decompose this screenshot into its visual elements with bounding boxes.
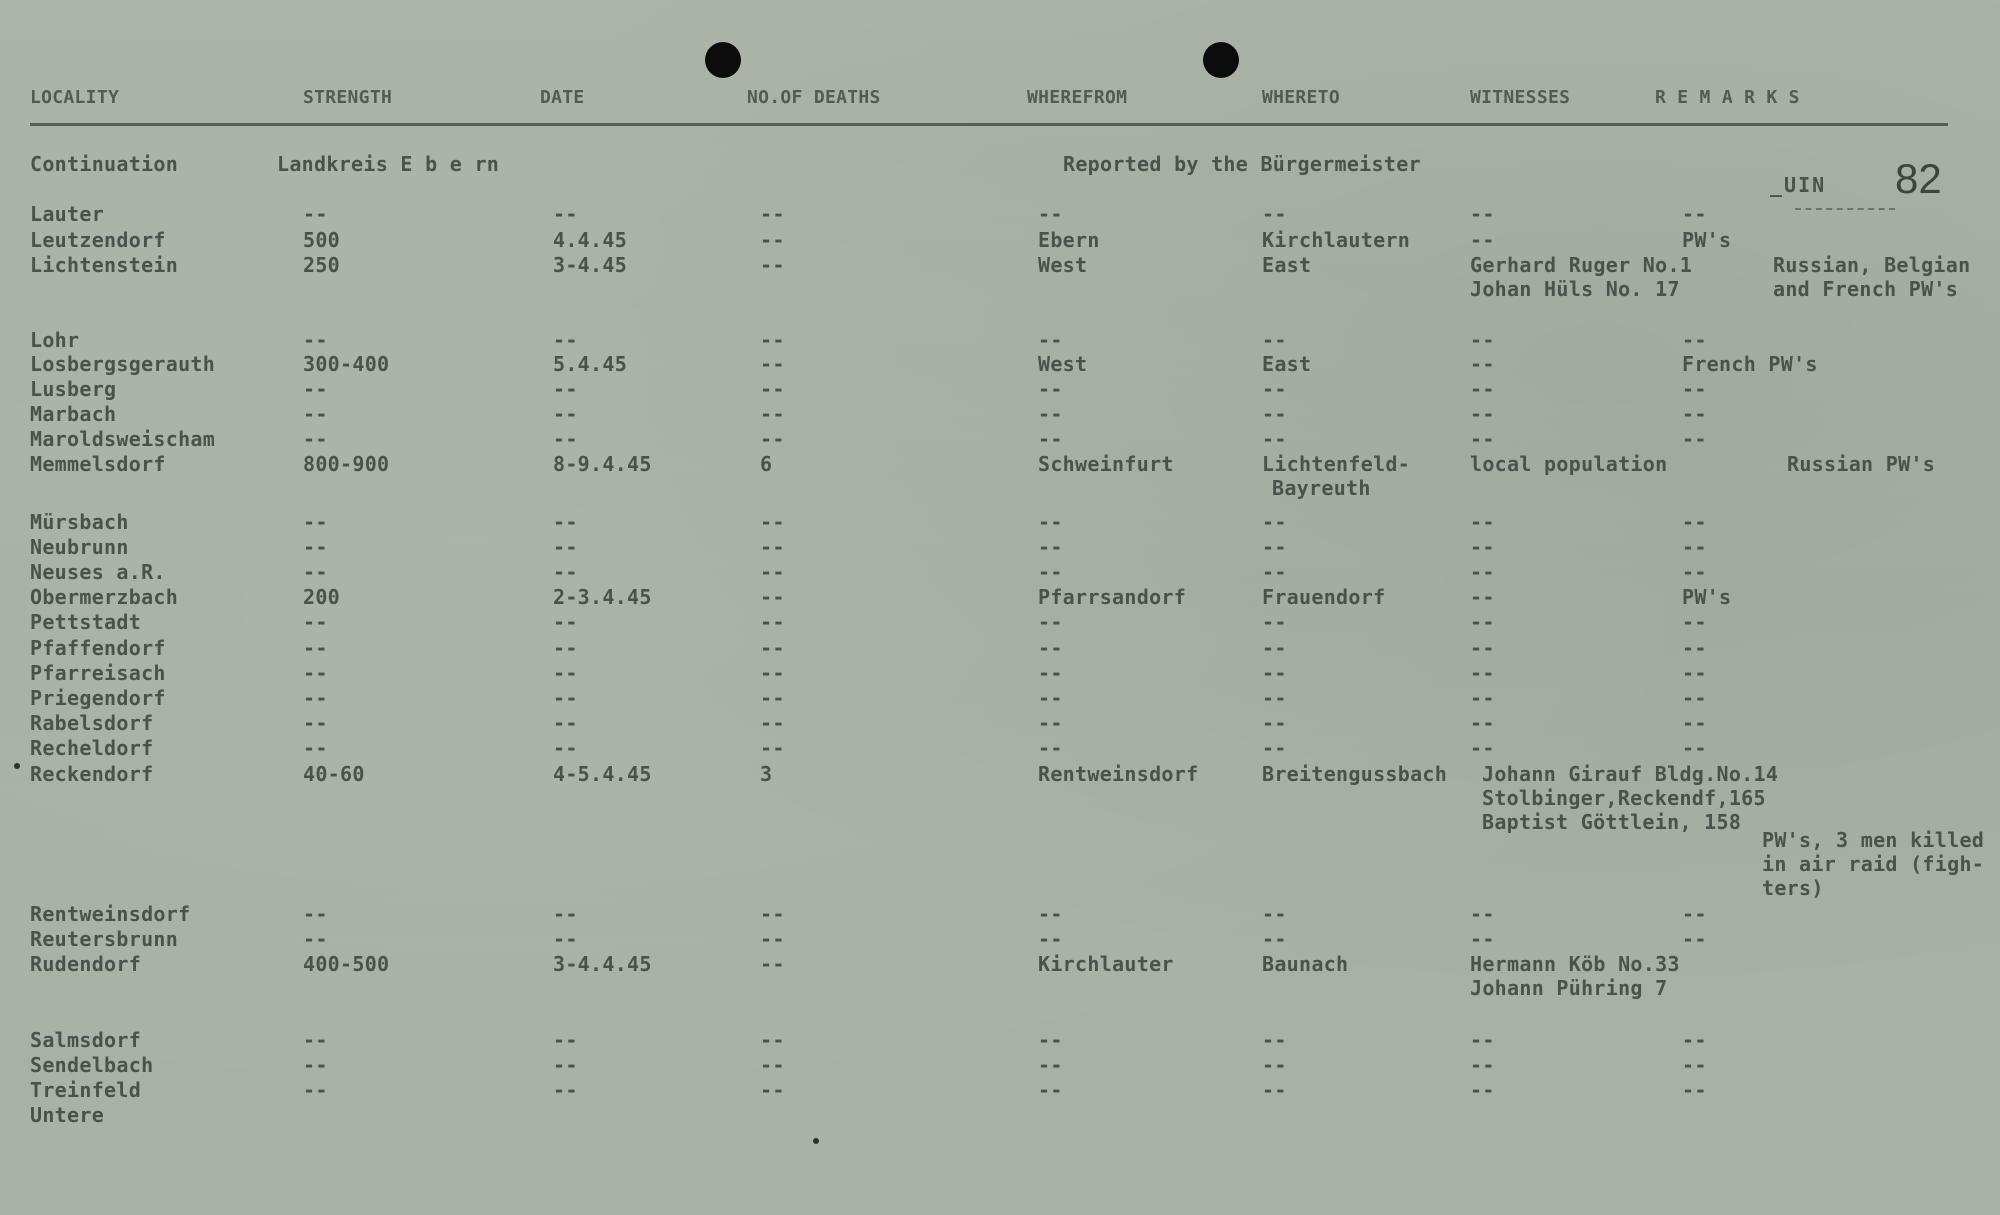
cell-witnesses: -- [1470,328,1495,352]
cell-remarks: -- [1682,711,1707,735]
cell-locality: Reutersbrunn [30,927,179,951]
cell-remarks: -- [1682,1028,1707,1052]
cell-witnesses: -- [1470,352,1495,376]
cell-wherefrom: -- [1038,636,1063,660]
cell-deaths: -- [760,402,785,426]
cell-locality: Neubrunn [30,535,129,559]
cell-strength: -- [303,510,328,534]
cell-remarks: -- [1682,427,1707,451]
cell-witnesses: -- [1470,686,1495,710]
cell-witnesses: -- [1470,902,1495,926]
cell-locality: Obermerzbach [30,585,179,609]
cell-locality: Salmsdorf [30,1028,142,1052]
cell-strength: 300-400 [303,352,390,376]
cell-deaths: -- [760,1053,785,1077]
cell-date: -- [553,202,578,226]
cell-deaths: -- [760,202,785,226]
cell-strength: -- [303,610,328,634]
cell-locality: Pfarreisach [30,661,166,685]
cell-whereto: -- [1262,402,1287,426]
cell-remarks: PW's, 3 men killed [1762,828,1985,852]
column-header-date: DATE [540,87,585,108]
cell-date: -- [553,610,578,634]
cell-whereto: East [1262,352,1312,376]
cell-remarks-cont: in air raid (figh- [1762,852,1985,876]
cell-remarks: -- [1682,560,1707,584]
cell-witnesses: -- [1470,427,1495,451]
cell-strength: -- [303,402,328,426]
cell-remarks: -- [1682,636,1707,660]
cell-wherefrom: -- [1038,510,1063,534]
continuation-label: Continuation [30,152,179,176]
cell-remarks: -- [1682,610,1707,634]
cell-remarks: PW's [1682,228,1732,252]
cell-locality: Rabelsdorf [30,711,154,735]
cell-locality: Untere [30,1103,105,1127]
cell-locality: Memmelsdorf [30,452,166,476]
cell-whereto: -- [1262,636,1287,660]
cell-witnesses: -- [1470,377,1495,401]
cell-whereto: -- [1262,711,1287,735]
cell-date: -- [553,711,578,735]
cell-whereto: -- [1262,510,1287,534]
column-header-strength: STRENGTH [303,87,393,108]
column-header-wherefrom: WHEREFROM [1027,87,1128,108]
header-rule [30,123,1948,126]
cell-date: -- [553,927,578,951]
cell-date: -- [553,1078,578,1102]
cell-strength: -- [303,1053,328,1077]
cell-locality: Sendelbach [30,1053,154,1077]
cell-wherefrom: Schweinfurt [1038,452,1174,476]
cell-wherefrom: -- [1038,686,1063,710]
cell-wherefrom: -- [1038,560,1063,584]
cell-deaths: -- [760,427,785,451]
cell-strength: -- [303,736,328,760]
cell-strength: -- [303,902,328,926]
page-number: 82 [1895,155,1942,202]
cell-date: 2-3.4.45 [553,585,652,609]
cell-deaths: -- [760,711,785,735]
cell-whereto: -- [1262,927,1287,951]
cell-strength: -- [303,636,328,660]
cell-remarks-cont: and French PW's [1773,277,1959,301]
cell-remarks: PW's [1682,585,1732,609]
cell-witnesses: Gerhard Ruger No.1 [1470,253,1693,277]
cell-wherefrom: -- [1038,1078,1063,1102]
cell-remarks: French PW's [1682,352,1818,376]
cell-witnesses: -- [1470,560,1495,584]
cell-remarks: -- [1682,686,1707,710]
punch-hole [1203,42,1239,78]
cell-locality: Maroldsweischam [30,427,216,451]
cell-wherefrom: -- [1038,661,1063,685]
cell-deaths: -- [760,1028,785,1052]
cell-strength: -- [303,661,328,685]
cell-whereto: -- [1262,686,1287,710]
cell-witnesses: -- [1470,535,1495,559]
cell-whereto: Breitengussbach [1262,762,1448,786]
cell-deaths: -- [760,952,785,976]
cell-deaths: -- [760,253,785,277]
cell-remarks: -- [1682,328,1707,352]
cell-locality: Treinfeld [30,1078,142,1102]
cell-locality: Mürsbach [30,510,129,534]
cell-date: 3-4.45 [553,253,628,277]
cell-witnesses: -- [1470,1053,1495,1077]
cell-remarks: Russian, Belgian [1773,253,1971,277]
cell-wherefrom: Ebern [1038,228,1100,252]
cell-witnesses: -- [1470,636,1495,660]
cell-deaths: -- [760,1078,785,1102]
cell-date: -- [553,328,578,352]
cell-witnesses: -- [1470,228,1495,252]
cell-strength: 500 [303,228,341,252]
cell-remarks: -- [1682,377,1707,401]
cell-strength: -- [303,427,328,451]
cell-date: -- [553,402,578,426]
cell-deaths: -- [760,661,785,685]
cell-strength: -- [303,535,328,559]
cell-witnesses: -- [1470,927,1495,951]
cell-date: 8-9.4.45 [553,452,652,476]
cell-witnesses: Johann Girauf Bldg.No.14 [1482,762,1779,786]
cell-wherefrom: -- [1038,328,1063,352]
cell-date: 4.4.45 [553,228,628,252]
cell-witnesses: -- [1470,510,1495,534]
cell-remarks: -- [1682,1053,1707,1077]
cell-date: -- [553,686,578,710]
cell-whereto: -- [1262,427,1287,451]
cell-whereto: -- [1262,560,1287,584]
cell-remarks: -- [1682,902,1707,926]
cell-wherefrom: West [1038,253,1088,277]
cell-date: 5.4.45 [553,352,628,376]
cell-date: -- [553,1053,578,1077]
cell-strength: -- [303,377,328,401]
cell-witnesses: Hermann Köb No.33 [1470,952,1680,976]
cell-wherefrom: Rentweinsdorf [1038,762,1199,786]
column-header-whereto: WHERETO [1262,87,1340,108]
cell-deaths: -- [760,686,785,710]
cell-locality: Losbergsgerauth [30,352,216,376]
cell-date: -- [553,377,578,401]
cell-whereto: -- [1262,1028,1287,1052]
cell-wherefrom: -- [1038,427,1063,451]
cell-witnesses: -- [1470,585,1495,609]
cell-locality: Rudendorf [30,952,142,976]
cell-deaths: -- [760,328,785,352]
cell-locality: Pfaffendorf [30,636,166,660]
cell-wherefrom: Pfarrsandorf [1038,585,1187,609]
cell-witnesses: -- [1470,1078,1495,1102]
cell-wherefrom: Kirchlauter [1038,952,1174,976]
cell-deaths: -- [760,585,785,609]
cell-strength: 800-900 [303,452,390,476]
cell-whereto-cont: Bayreuth [1272,476,1371,500]
cell-locality: Recheldorf [30,736,154,760]
cell-strength: -- [303,1028,328,1052]
cell-strength: 250 [303,253,341,277]
cell-locality: Reckendorf [30,762,154,786]
cell-deaths: -- [760,902,785,926]
cell-locality: Lichtenstein [30,253,179,277]
cell-strength: -- [303,202,328,226]
cell-remarks: -- [1682,202,1707,226]
cell-wherefrom: -- [1038,535,1063,559]
cell-witnesses: -- [1470,610,1495,634]
cell-locality: Leutzendorf [30,228,166,252]
cell-witnesses: -- [1470,711,1495,735]
cell-wherefrom: -- [1038,402,1063,426]
margin-dot [14,763,20,769]
cell-wherefrom: -- [1038,927,1063,951]
cell-witnesses-cont: Johann Pühring 7 [1470,976,1668,1000]
cell-witnesses: local population [1470,452,1668,476]
cell-date: -- [553,636,578,660]
cell-deaths: -- [760,352,785,376]
cell-date: -- [553,661,578,685]
cell-strength: -- [303,328,328,352]
cell-wherefrom: -- [1038,711,1063,735]
cell-whereto: -- [1262,661,1287,685]
column-header-witnesses: WITNESSES [1470,87,1571,108]
punch-hole [705,42,741,78]
cell-remarks: -- [1682,402,1707,426]
cell-strength: -- [303,560,328,584]
cell-witnesses: -- [1470,1028,1495,1052]
cell-date: -- [553,427,578,451]
cell-date: -- [553,510,578,534]
cell-deaths: -- [760,927,785,951]
cell-whereto: -- [1262,610,1287,634]
cell-locality: Rentweinsdorf [30,902,191,926]
cell-wherefrom: -- [1038,736,1063,760]
cell-witnesses-cont: Stolbinger,Reckendf,165 [1482,786,1766,810]
cell-wherefrom: -- [1038,1053,1063,1077]
cell-whereto: East [1262,253,1312,277]
cell-remarks: -- [1682,535,1707,559]
stamp-mark: _UIN [1770,173,1827,197]
cell-locality: Lusberg [30,377,117,401]
cell-locality: Marbach [30,402,117,426]
cell-locality: Priegendorf [30,686,166,710]
cell-locality: Pettstadt [30,610,142,634]
cell-date: 3-4.4.45 [553,952,652,976]
cell-wherefrom: -- [1038,202,1063,226]
cell-deaths: -- [760,510,785,534]
cell-whereto: -- [1262,535,1287,559]
cell-remarks: -- [1682,927,1707,951]
cell-locality: Lauter [30,202,105,226]
cell-deaths: 6 [760,452,773,476]
cell-locality: Neuses a.R. [30,560,166,584]
cell-strength: 400-500 [303,952,390,976]
cell-strength: 40-60 [303,762,365,786]
cell-deaths: -- [760,610,785,634]
cell-date: -- [553,535,578,559]
cell-whereto: Baunach [1262,952,1349,976]
cell-whereto: -- [1262,202,1287,226]
cell-remarks: -- [1682,736,1707,760]
cell-witnesses-cont: Johan Hüls No. 17 [1470,277,1680,301]
cell-date: -- [553,1028,578,1052]
cell-whereto: Lichtenfeld- [1262,452,1411,476]
cell-strength: -- [303,711,328,735]
cell-deaths: -- [760,560,785,584]
cell-date: -- [553,560,578,584]
cell-whereto: Kirchlautern [1262,228,1411,252]
cell-strength: -- [303,927,328,951]
cell-wherefrom: -- [1038,1028,1063,1052]
cell-deaths: -- [760,736,785,760]
cell-whereto: Frauendorf [1262,585,1386,609]
cell-deaths: -- [760,377,785,401]
cell-whereto: -- [1262,902,1287,926]
cell-witnesses: -- [1470,202,1495,226]
cell-remarks: -- [1682,1078,1707,1102]
cell-witnesses: -- [1470,736,1495,760]
column-header-deaths: NO.OF DEATHS [747,87,881,108]
cell-date: 4-5.4.45 [553,762,652,786]
cell-whereto: -- [1262,328,1287,352]
cell-strength: -- [303,1078,328,1102]
cell-strength: 200 [303,585,341,609]
cell-deaths: -- [760,636,785,660]
cell-date: -- [553,736,578,760]
cell-remarks: -- [1682,510,1707,534]
district-name: Landkreis E b e rn [277,152,500,176]
cell-wherefrom: -- [1038,377,1063,401]
cell-wherefrom: -- [1038,610,1063,634]
cell-wherefrom: West [1038,352,1088,376]
dashed-mark [1795,208,1895,210]
cell-deaths: -- [760,228,785,252]
cell-locality: Lohr [30,328,80,352]
cell-whereto: -- [1262,1053,1287,1077]
cell-strength: -- [303,686,328,710]
cell-remarks-cont: ters) [1762,876,1824,900]
cell-deaths: 3 [760,762,773,786]
cell-whereto: -- [1262,736,1287,760]
reported-by: Reported by the Bürgermeister [1063,152,1421,176]
margin-dot [813,1138,819,1144]
cell-whereto: -- [1262,1078,1287,1102]
cell-whereto: -- [1262,377,1287,401]
cell-witnesses-cont: Baptist Göttlein, 158 [1482,810,1742,834]
column-header-locality: LOCALITY [30,87,120,108]
cell-date: -- [553,902,578,926]
cell-remarks: -- [1682,661,1707,685]
cell-wherefrom: -- [1038,902,1063,926]
cell-witnesses: -- [1470,402,1495,426]
cell-remarks: Russian PW's [1787,452,1936,476]
column-header-remarks: R E M A R K S [1655,87,1800,108]
cell-deaths: -- [760,535,785,559]
cell-witnesses: -- [1470,661,1495,685]
